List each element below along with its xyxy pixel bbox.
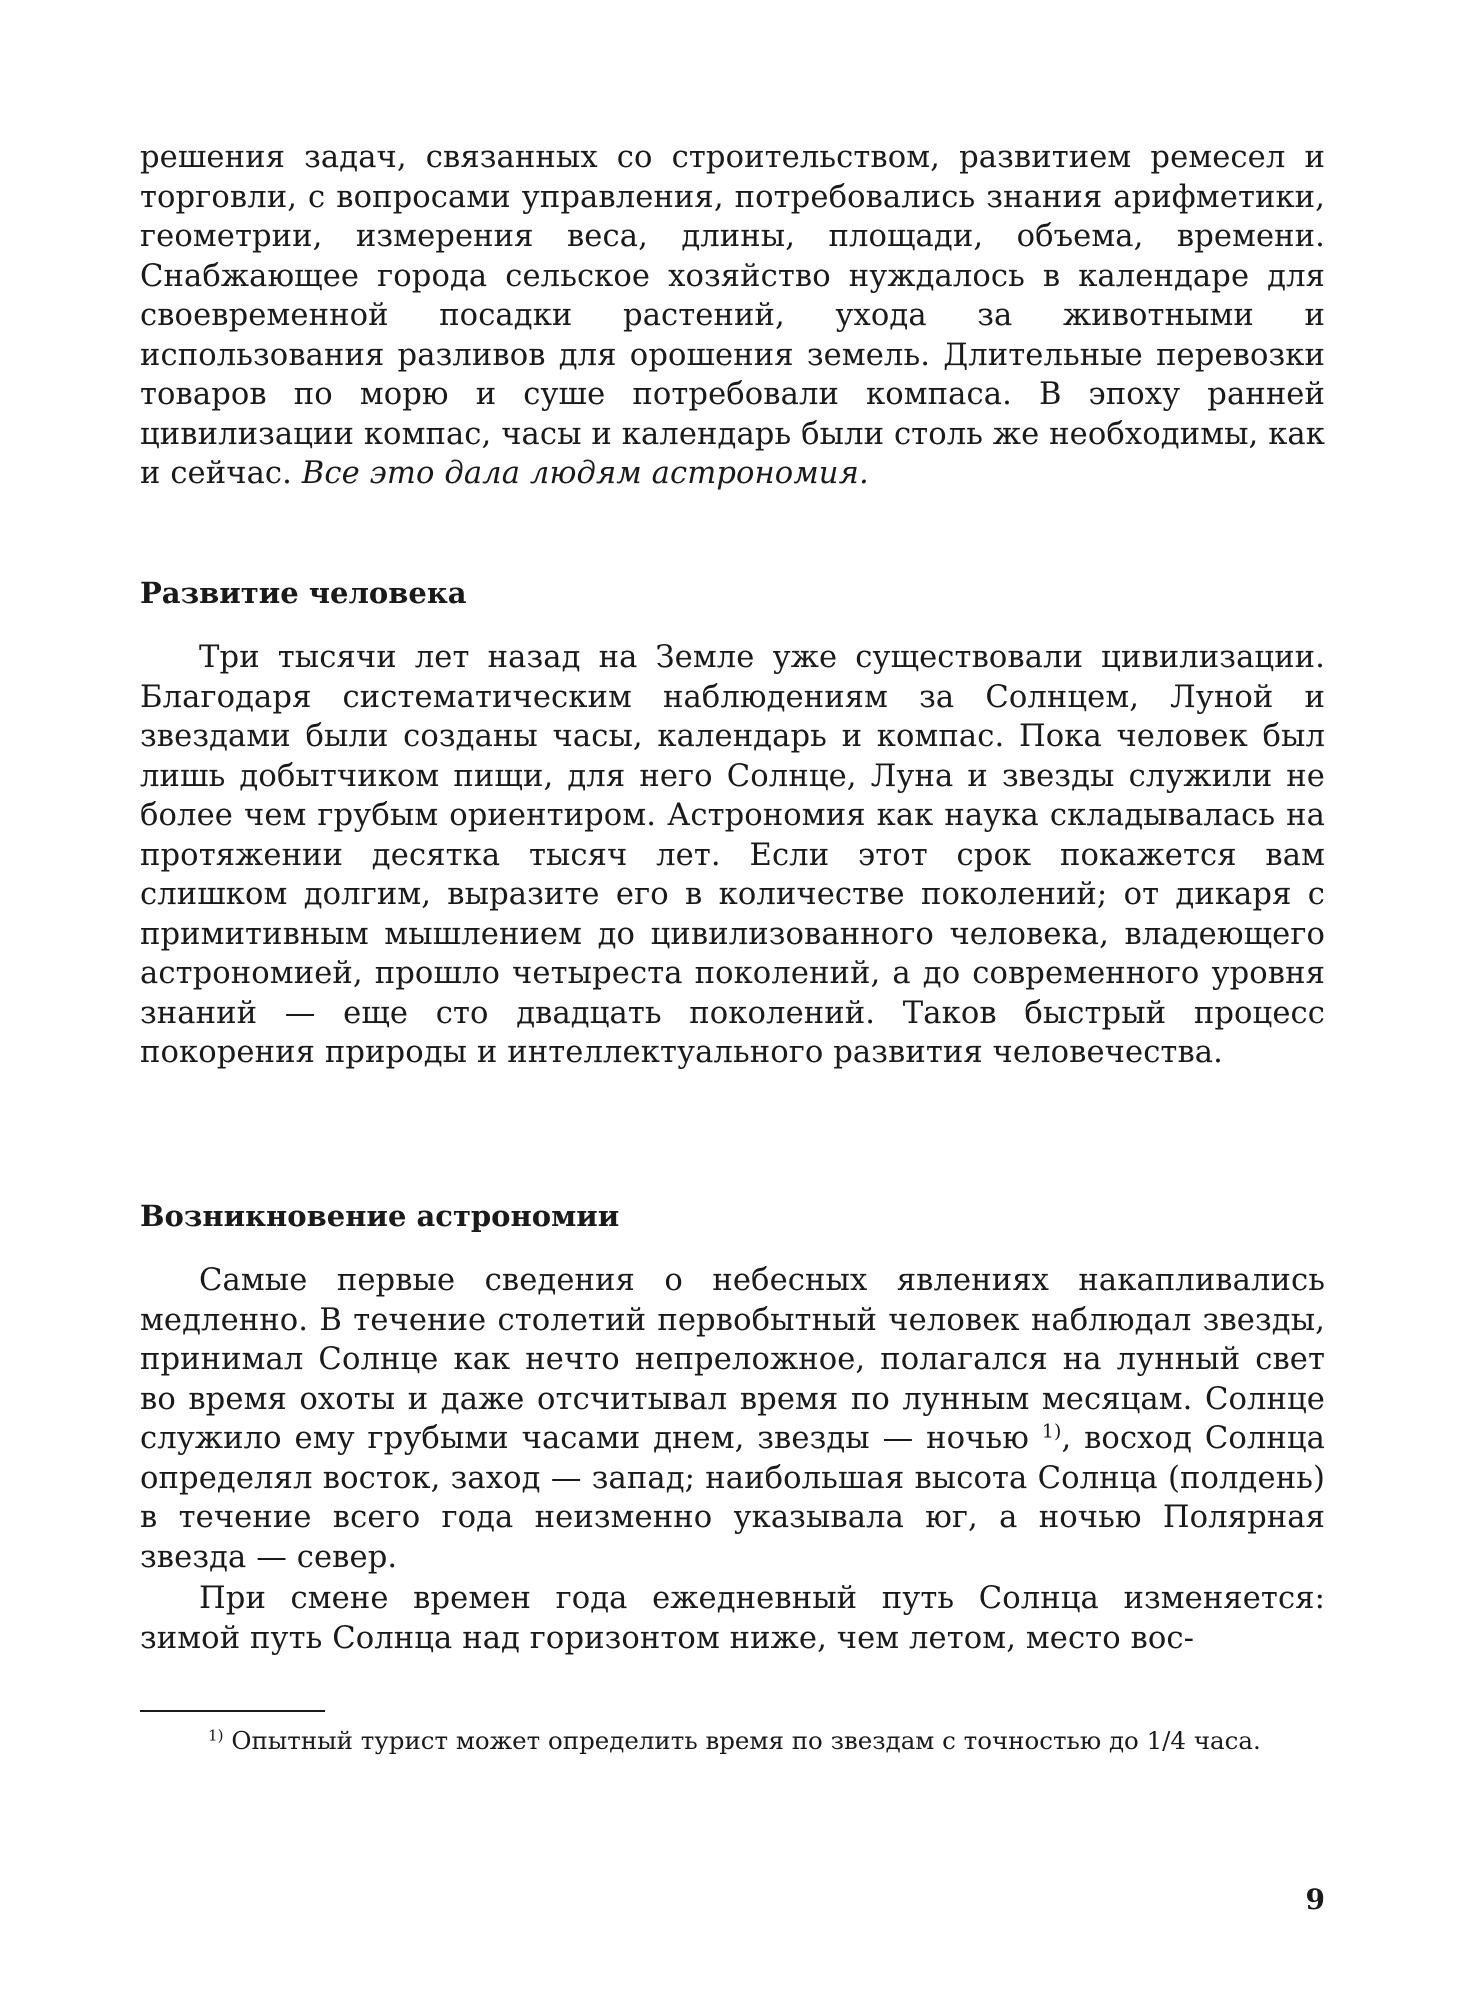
book-page: [140, 138, 1325, 1968]
footnote-mark: 1): [208, 1726, 224, 1745]
section-heading-origin-of-astronomy: Возникновение астрономии: [140, 1199, 620, 1233]
origin-text-part1: Самые первые сведения о небесных явлениях накапливались медленно. В течение столетий первобытный человек наблюдал звезды, принимал Солнце как нечто непреложное, полагался на лунный свет во время охоты и даже отсчитывал время по лунным месяцам. Солнце служило ему грубыми часами днем, звезды — ночью: [140, 1263, 1325, 1456]
footnote-divider: [140, 1710, 325, 1712]
intro-italic-conclusion: Все это дала людям астрономия.: [301, 456, 869, 491]
footnote-reference[interactable]: 1): [1041, 1420, 1062, 1443]
intro-text: решения задач, связанных со строительством, развитием ремесел и торговли, с вопросами управления, потребовались знания арифметики, геометрии, измерения веса, длины, площади, объема, времени. Снабжающее города сельское хозяйство нуждалось в календаре для своевременной посадки растений, ухода за животными и использования разливов для орошения земель. Длительные перевозки товаров по морю и суше потребовали компаса. В эпоху ранней цивилизации компас, часы и календарь были столь же необходимы, как и сейчас.: [140, 140, 1325, 491]
section-heading-human-development: Развитие человека: [140, 576, 467, 610]
intro-paragraph: [140, 138, 1325, 494]
page-number: 9: [1305, 1883, 1325, 1916]
human-development-paragraph: Три тысячи лет назад на Земле уже существовали цивилизации. Благодаря систематическим наблюдениям за Солнцем, Луной и звездами были созданы часы, календарь и компас. Пока человек был лишь добытчиком пищи, для него Солнце, Луна и звезды служили не более чем грубым ориентиром. Астрономия как наука складывалась на протяжении десятка тысяч лет. Если этот срок покажется вам слишком долгим, выразите его в количестве поколений; от дикаря с примитивным мышлением до цивилизованного человека, владеющего астрономией, прошло четыреста поколений, а до современного уровня знаний — еще сто двадцать поколений. Таков быстрый процесс покорения природы и интеллектуального развития человечества.: [140, 640, 1325, 1070]
footnote-fraction: 1/4: [1146, 1726, 1187, 1755]
origin-paragraph-2: При смене времен года ежедневный путь Солнца изменяется: зимой путь Солнца над горизонтом ниже, чем летом, место вос-: [140, 1581, 1325, 1656]
footnote: [140, 1724, 1325, 1757]
origin-paragraph-1: [140, 1261, 1325, 1577]
footnote-text-part2: часа.: [1186, 1726, 1261, 1755]
footnote-text-part1: Опытный турист может определить время по звездам с точностью до: [223, 1726, 1147, 1755]
origin-text-part2: , восход Солнца определял восток, заход — запад; наибольшая высота Солнца (полдень) в течение всего года неизменно указывала юг, а ночью Полярная звезда — север.: [140, 1421, 1325, 1575]
